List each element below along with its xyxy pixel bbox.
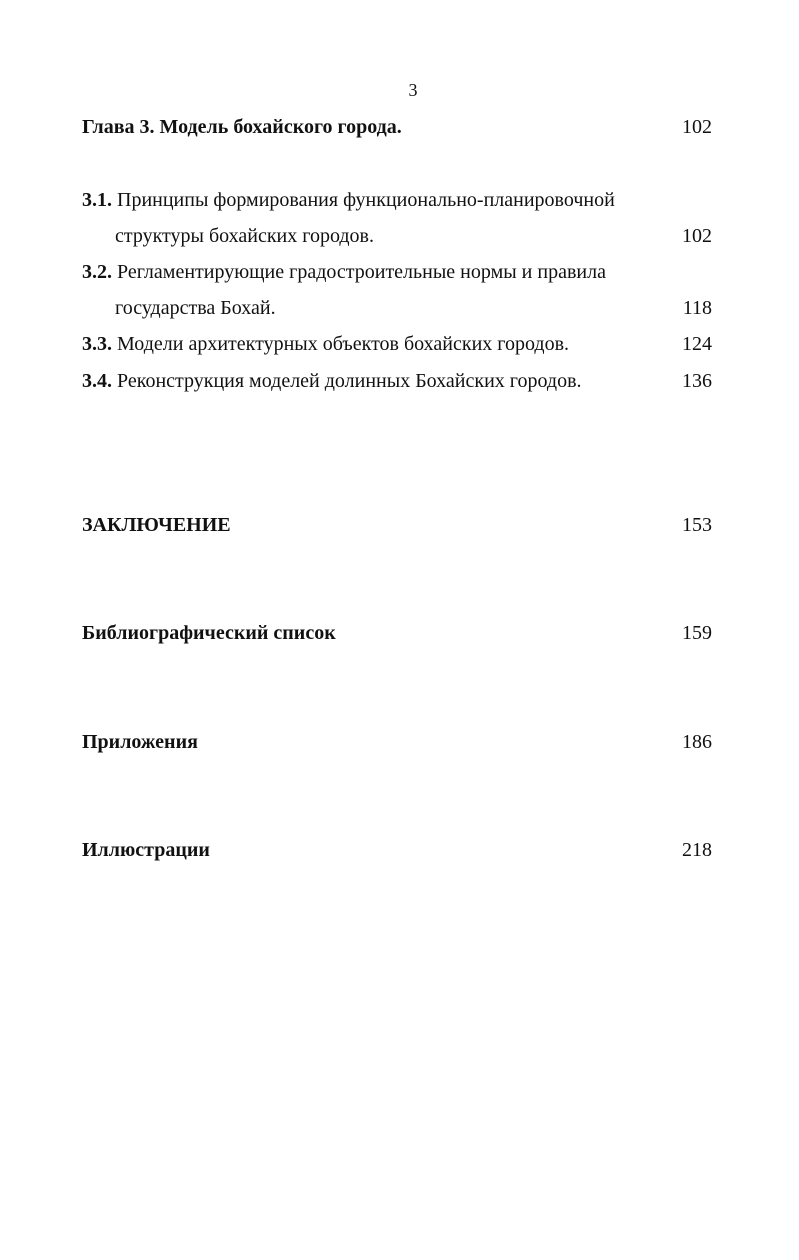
toc-section-title: Принципы формирования функционально-планировочной — [112, 189, 615, 211]
toc-section-title-continued: государства Бохай. — [115, 297, 276, 319]
toc-page-number: 153 — [682, 514, 712, 536]
toc-section-line — [82, 260, 712, 284]
toc-page-number: 102 — [682, 116, 712, 138]
toc-section-number: 3.4. — [82, 370, 112, 392]
toc-illustrations — [82, 838, 712, 862]
toc-section-title: Реконструкция моделей долинных Бохайских городов. — [112, 370, 582, 392]
toc-section-3-2-continuation — [82, 296, 712, 320]
toc-section-number: 3.1. — [82, 189, 112, 211]
toc-illustrations-title: Иллюстрации — [82, 839, 210, 861]
toc-chapter-3 — [82, 115, 712, 139]
toc-section-line — [82, 369, 712, 393]
toc-conclusion — [82, 513, 712, 537]
toc-section-title-continued: структуры бохайских городов. — [115, 225, 375, 247]
toc-conclusion-title: ЗАКЛЮЧЕНИЕ — [82, 514, 231, 536]
toc-section-title: Регламентирующие градостроительные нормы и правила — [112, 261, 606, 283]
toc-bibliography — [82, 621, 712, 645]
toc-section-3-2 — [82, 260, 712, 284]
toc-chapter-title: Глава 3. Модель бохайского города. — [82, 116, 402, 138]
toc-page-number: 124 — [682, 333, 712, 355]
toc-page-number: 102 — [682, 225, 712, 247]
toc-section-number: 3.3. — [82, 333, 112, 355]
toc-section-3-4 — [82, 369, 712, 393]
toc-section-number: 3.2. — [82, 261, 112, 283]
toc-appendices — [82, 730, 712, 754]
toc-section-3-1-continuation — [82, 224, 712, 248]
toc-section-line — [82, 188, 712, 212]
toc-page-number: 186 — [682, 731, 712, 753]
toc-section-title: Модели архитектурных объектов бохайских городов. — [112, 333, 570, 355]
toc-bibliography-title: Библиографический список — [82, 622, 336, 644]
toc-page-number: 159 — [682, 622, 712, 644]
toc-page-number: 136 — [682, 370, 712, 392]
toc-appendices-title: Приложения — [82, 731, 198, 753]
toc-section-3-1 — [82, 188, 712, 212]
toc-section-3-3 — [82, 332, 712, 356]
toc-page-number: 218 — [682, 839, 712, 861]
page-number: 3 — [408, 80, 418, 100]
toc-section-line — [82, 332, 712, 356]
toc-page-number: 118 — [682, 297, 712, 319]
